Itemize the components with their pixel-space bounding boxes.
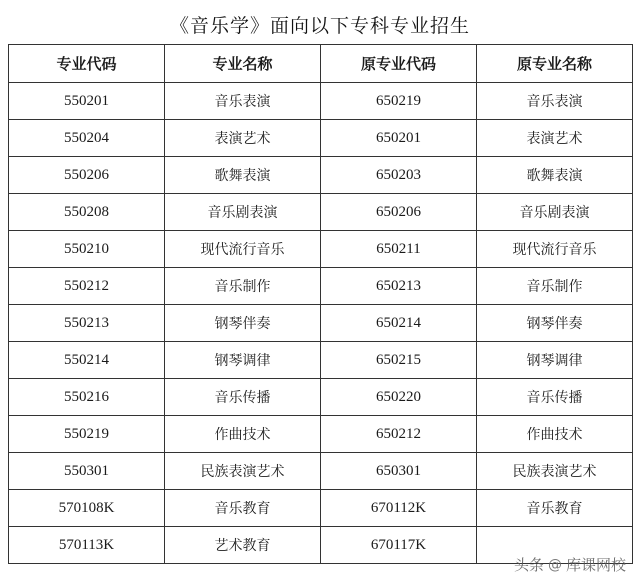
major-name-cell: 钢琴伴奏 [165, 305, 321, 342]
table-row [9, 342, 633, 379]
major-code-cell: 550212 [9, 268, 165, 305]
major-name-cell: 歌舞表演 [165, 157, 321, 194]
table-row [9, 490, 633, 527]
major-code-cell: 550201 [9, 83, 165, 120]
major-code-table [8, 44, 633, 564]
original-code-cell: 650201 [321, 120, 477, 157]
table-row [9, 379, 633, 416]
original-code-cell: 650212 [321, 416, 477, 453]
header-major-name: 专业名称 [165, 45, 321, 83]
major-code-cell: 550219 [9, 416, 165, 453]
table-row [9, 194, 633, 231]
original-code-cell: 650213 [321, 268, 477, 305]
original-code-cell: 650206 [321, 194, 477, 231]
watermark-name: 库课网校 [565, 556, 626, 574]
original-name-cell: 钢琴调律 [477, 342, 633, 379]
original-name-cell: 歌舞表演 [477, 157, 633, 194]
table-row [9, 120, 633, 157]
original-name-cell: 音乐传播 [477, 379, 633, 416]
table-row [9, 268, 633, 305]
original-name-cell: 作曲技术 [477, 416, 633, 453]
major-name-cell: 音乐制作 [165, 268, 321, 305]
original-code-cell: 670117K [321, 527, 477, 564]
major-name-cell: 音乐教育 [165, 490, 321, 527]
major-name-cell: 音乐表演 [165, 83, 321, 120]
original-code-cell: 650211 [321, 231, 477, 268]
major-name-cell: 音乐剧表演 [165, 194, 321, 231]
major-name-cell: 艺术教育 [165, 527, 321, 564]
original-name-cell: 音乐教育 [477, 490, 633, 527]
major-name-cell: 表演艺术 [165, 120, 321, 157]
major-code-cell: 550213 [9, 305, 165, 342]
table-row [9, 453, 633, 490]
major-name-cell: 民族表演艺术 [165, 453, 321, 490]
major-code-cell: 570113K [9, 527, 165, 564]
major-name-cell: 作曲技术 [165, 416, 321, 453]
table-row [9, 83, 633, 120]
table-row [9, 231, 633, 268]
major-name-cell: 现代流行音乐 [165, 231, 321, 268]
original-code-cell: 650301 [321, 453, 477, 490]
header-original-major-code: 原专业代码 [321, 45, 477, 83]
original-name-cell: 现代流行音乐 [477, 231, 633, 268]
original-name-cell: 民族表演艺术 [477, 453, 633, 490]
major-code-cell: 550208 [9, 194, 165, 231]
major-code-cell: 550214 [9, 342, 165, 379]
original-code-cell: 650215 [321, 342, 477, 379]
original-code-cell: 670112K [321, 490, 477, 527]
major-code-cell: 550301 [9, 453, 165, 490]
header-original-major-name: 原专业名称 [477, 45, 633, 83]
major-code-cell: 570108K [9, 490, 165, 527]
source-watermark [514, 554, 626, 575]
original-code-cell: 650219 [321, 83, 477, 120]
original-name-cell: 表演艺术 [477, 120, 633, 157]
major-name-cell: 钢琴调律 [165, 342, 321, 379]
original-name-cell: 音乐剧表演 [477, 194, 633, 231]
table-title: 《音乐学》面向以下专科专业招生 [169, 15, 470, 37]
major-code-cell: 550204 [9, 120, 165, 157]
original-code-cell: 650203 [321, 157, 477, 194]
major-code-cell: 550210 [9, 231, 165, 268]
table-row [9, 305, 633, 342]
original-code-cell: 650214 [321, 305, 477, 342]
table-header-row [9, 45, 633, 83]
watermark-at: @ [547, 556, 562, 573]
document-sheet [8, 8, 632, 564]
original-name-cell: 音乐表演 [477, 83, 633, 120]
table-row [9, 157, 633, 194]
major-code-cell: 550206 [9, 157, 165, 194]
watermark-prefix: 头条 [513, 556, 544, 574]
original-name-cell: 钢琴伴奏 [477, 305, 633, 342]
table-row [9, 416, 633, 453]
major-name-cell: 音乐传播 [165, 379, 321, 416]
header-major-code: 专业代码 [9, 45, 165, 83]
major-code-cell: 550216 [9, 379, 165, 416]
original-name-cell: 音乐制作 [477, 268, 633, 305]
original-code-cell: 650220 [321, 379, 477, 416]
